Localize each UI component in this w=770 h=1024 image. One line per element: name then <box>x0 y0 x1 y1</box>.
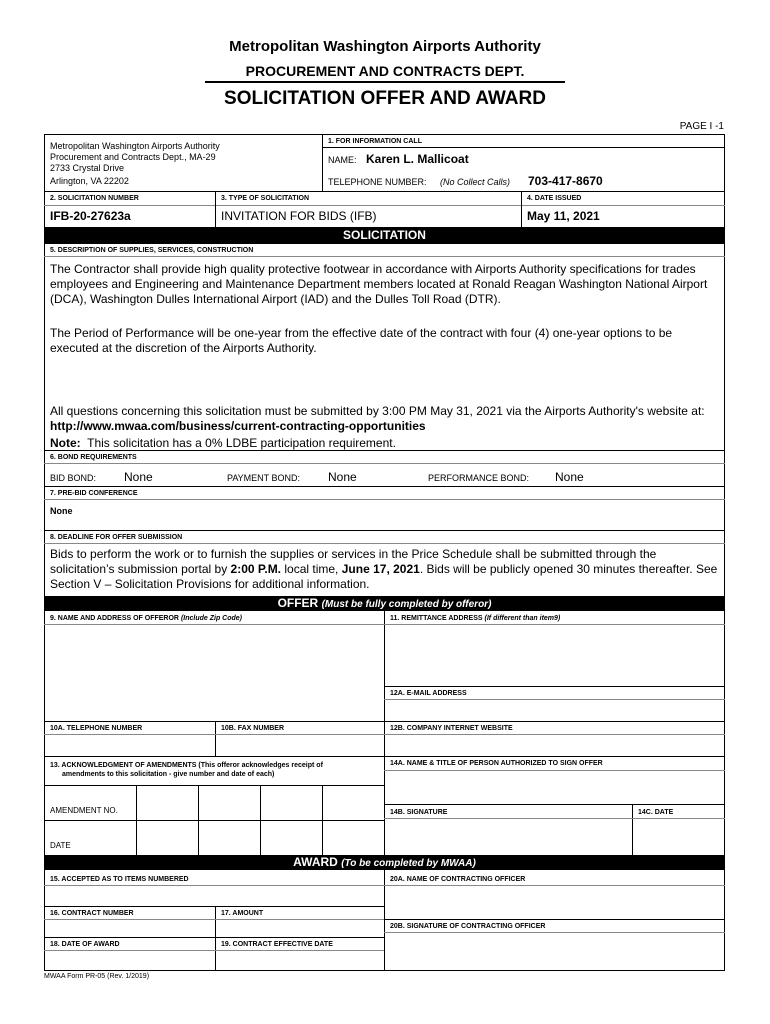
divider <box>44 486 725 487</box>
solicitation-type: INVITATION FOR BIDS (IFB) <box>221 209 377 223</box>
award-subtitle: (To be completed by MWAA) <box>341 858 476 869</box>
dept-heading: PROCUREMENT AND CONTRACTS DEPT. <box>245 63 525 79</box>
description-paragraph-1: The Contractor shall provide high quality protective footwear in accordance with Airports Authority specifications for trades employees and Engineering and Maintenance Department members located at Ronald Reagan Washington National Airport (DCA), Washington Dulles International Airport (IAD) and the Dulles Toll Road (DTR). <box>50 262 708 306</box>
prebid-value: None <box>50 506 73 516</box>
solicitation-number: IFB-20-27623a <box>50 209 131 223</box>
award-title: AWARD <box>293 855 338 869</box>
bonds-label: 6. BOND REQUIREMENTS <box>50 454 137 461</box>
divider <box>44 721 725 722</box>
date-issued-label: 4. DATE ISSUED <box>527 195 582 202</box>
org-heading: Metropolitan Washington Airports Authority <box>229 38 541 55</box>
frame-left <box>44 134 45 971</box>
amendments-label-1: 13. ACKNOWLEDGMENT OF AMENDMENTS (This offeror acknowledges receipt of <box>50 762 323 769</box>
divider <box>384 686 725 687</box>
ldbe-note <box>50 436 720 451</box>
deadline-time: 2:00 P.M. <box>230 562 282 576</box>
signer-name-title-label: 14A. NAME & TITLE OF PERSON AUTHORIZED TO SIGN OFFER <box>390 760 603 767</box>
bid-bond-value: None <box>124 470 153 484</box>
deadline-text-2: local time, <box>284 562 339 576</box>
remittance-address-label: 11. REMITTANCE ADDRESS (If different than item9) <box>390 615 561 622</box>
payment-bond-value: None <box>328 470 357 484</box>
divider <box>384 818 725 819</box>
divider <box>44 191 725 192</box>
divider <box>322 147 724 148</box>
divider <box>384 932 725 933</box>
amendment-date-label: DATE <box>50 841 71 850</box>
frame-right <box>724 134 725 971</box>
prebid-label: 7. PRE-BID CONFERENCE <box>50 490 138 497</box>
divider <box>44 734 725 735</box>
offer-bar <box>44 596 725 611</box>
award-bar <box>44 855 725 870</box>
deadline-text-3: . Bids will be publicly opened 30 minutes thereafter. See Section V – Solicitation Provisions for additional information. <box>50 562 718 591</box>
divider <box>44 937 384 938</box>
divider <box>215 191 216 227</box>
offer-title: OFFER <box>277 596 319 610</box>
contracting-officer-signature-label: 20B. SIGNATURE OF CONTRACTING OFFICER <box>390 923 546 930</box>
info-call-label: 1. FOR INFORMATION CALL <box>328 138 422 145</box>
divider <box>44 499 725 500</box>
payment-bond-label: PAYMENT BOND: <box>227 473 301 483</box>
accepted-items-label: 15. ACCEPTED AS TO ITEMS NUMBERED <box>50 876 189 883</box>
name-label: NAME: <box>328 155 357 165</box>
form-id: MWAA Form PR-05 (Rev. 1/2019) <box>44 973 150 980</box>
date-of-award-label: 18. DATE OF AWARD <box>50 941 120 948</box>
issuer-line1: Metropolitan Washington Airports Authority <box>50 141 220 151</box>
email-label: 12A. E-MAIL ADDRESS <box>390 690 467 697</box>
divider <box>44 624 725 625</box>
divider <box>215 721 216 756</box>
signature-label: 14B. SIGNATURE <box>390 809 448 816</box>
solicitation-type-label: 3. TYPE OF SOLICITATION <box>221 195 310 202</box>
frame-top <box>44 134 725 135</box>
questions-text: All questions concerning this solicitation must be submitted by 3:00 PM May 31, 2021 via the Airports Authority's website at: <box>50 404 705 418</box>
amount-label: 17. AMOUNT <box>221 910 264 917</box>
fax-label: 10B. FAX NUMBER <box>221 725 285 732</box>
website-label: 12B. COMPANY INTERNET WEBSITE <box>390 725 513 732</box>
divider <box>384 699 725 700</box>
solicitation-number-label: 2. SOLICITATION NUMBER <box>50 195 139 202</box>
contact-name: Karen L. Mallicoat <box>366 152 469 166</box>
divider <box>44 906 384 907</box>
divider <box>44 950 384 951</box>
date-issued: May 11, 2021 <box>527 209 600 223</box>
divider <box>322 134 323 191</box>
deadline-text <box>50 547 722 592</box>
offer-subtitle: (Must be fully completed by offeror) <box>321 599 492 610</box>
divider <box>44 530 725 531</box>
issuer-line3: 2733 Crystal Drive <box>50 163 125 173</box>
deadline-text-1: Bids to perform the work or to furnish the supplies or services in the Price Schedule shall be submitted through the solicitation’s submission portal by <box>50 547 657 576</box>
description-paragraph-2: The Period of Performance will be one-year from the effective date of the contract with four (4) one-year options to be executed at the discretion of the Airports Authority. <box>50 326 673 355</box>
page-title: SOLICITATION OFFER AND AWARD <box>224 88 546 109</box>
questions-paragraph <box>50 404 722 434</box>
divider <box>44 450 725 451</box>
divider <box>44 919 384 920</box>
dept-underline <box>205 81 565 83</box>
divider <box>384 770 725 771</box>
solicitation-bar: SOLICITATION <box>44 227 725 244</box>
frame-bottom <box>44 970 725 971</box>
issuer-line2: Procurement and Contracts Dept., MA-29 <box>50 152 216 162</box>
bid-bond-label: BID BOND: <box>50 473 97 483</box>
offeror-name-address-label: 9. NAME AND ADDRESS OF OFFEROR (Include Zip Code) <box>50 615 243 622</box>
questions-url[interactable]: http://www.mwaa.com/business/current-contracting-opportunities <box>50 419 426 433</box>
divider <box>215 906 216 970</box>
contracting-officer-name-label: 20A. NAME OF CONTRACTING OFFICER <box>390 876 526 883</box>
divider <box>384 804 725 805</box>
performance-bond-label: PERFORMANCE BOND: <box>428 473 530 483</box>
contact-phone: 703-417-8670 <box>528 174 603 188</box>
deadline-label: 8. DEADLINE FOR OFFER SUBMISSION <box>50 534 183 541</box>
divider <box>44 205 725 206</box>
divider <box>44 756 725 757</box>
amendment-no-label: AMENDMENT NO. <box>50 806 118 815</box>
phone-note: (No Collect Calls) <box>440 177 511 187</box>
note-label: Note: <box>50 436 81 450</box>
divider <box>44 885 725 886</box>
divider <box>44 463 725 464</box>
divider <box>44 543 725 544</box>
divider <box>44 785 384 786</box>
telephone-label: 10A. TELEPHONE NUMBER <box>50 725 143 732</box>
contract-number-label: 16. CONTRACT NUMBER <box>50 910 134 917</box>
page-number: PAGE I -1 <box>679 121 724 132</box>
deadline-date: June 17, 2021 <box>341 562 420 576</box>
divider <box>44 820 384 821</box>
phone-label: TELEPHONE NUMBER: <box>328 177 427 187</box>
effective-date-label: 19. CONTRACT EFFECTIVE DATE <box>221 941 333 948</box>
divider <box>384 919 725 920</box>
divider <box>632 804 633 855</box>
amendments-label-2: amendments to this solicitation - give number and date of each) <box>62 771 275 778</box>
note-text: This solicitation has a 0% LDBE participation requirement. <box>87 436 396 450</box>
divider <box>44 256 725 257</box>
divider <box>521 191 522 227</box>
issuer-line4: Arlington, VA 22202 <box>50 176 129 186</box>
performance-bond-value: None <box>555 470 584 484</box>
description-label: 5. DESCRIPTION OF SUPPLIES, SERVICES, CONSTRUCTION <box>50 247 254 254</box>
sign-date-label: 14C. DATE <box>638 809 674 816</box>
